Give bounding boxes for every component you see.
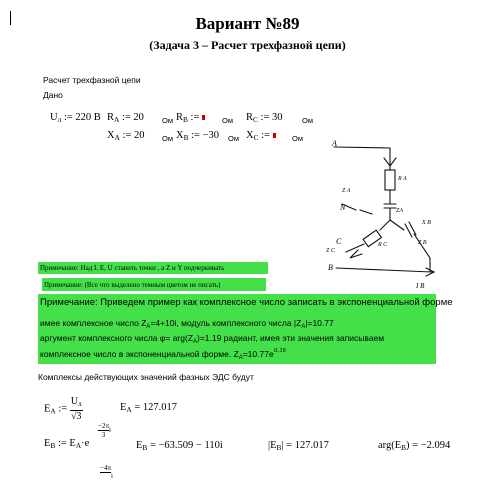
page-title: Вариант №89 xyxy=(195,14,300,33)
eb-assign: := E xyxy=(57,438,76,449)
given-rc[interactable] xyxy=(246,112,283,124)
note1-text: Примечание: Над I, E, U ставить точки , а Z и Y подчеркивать xyxy=(40,264,225,272)
note3-l2-c: =4+10i, модуль комплексного числа |Z xyxy=(150,318,302,328)
ea-res-value: = 127.017 xyxy=(134,402,178,413)
eb-assign-sub: A xyxy=(75,441,82,450)
section-heading: Расчет трехфазной цепи xyxy=(43,75,141,85)
xb-value: := −30 xyxy=(191,130,220,141)
rb-value: := xyxy=(190,112,200,123)
ea-formula[interactable] xyxy=(44,396,83,422)
emf-heading: Комплексы действующих значений фазных ЭДС будут xyxy=(38,372,254,382)
label-xa: ZA xyxy=(396,208,404,214)
given-xa[interactable] xyxy=(107,130,145,142)
label-za: Z A xyxy=(342,188,351,194)
phase-a-wire xyxy=(334,147,390,170)
circuit-diagram xyxy=(322,140,452,292)
u-value: := 220 В xyxy=(63,112,101,123)
given-xb[interactable] xyxy=(176,130,219,142)
neutral-wire xyxy=(342,204,372,214)
eb-exp-base: ·e xyxy=(81,438,90,449)
xa-unit: Ом xyxy=(162,134,173,143)
ec-exponent-partial xyxy=(100,464,113,480)
label-zb: Z B xyxy=(418,240,427,246)
ea-num-sub: л xyxy=(78,400,82,408)
note3-line4 xyxy=(40,348,286,361)
note3-l4-c: =10.77e xyxy=(242,349,274,359)
eb-abs-sub: B xyxy=(276,443,282,452)
ea-den: √3 xyxy=(70,411,82,422)
eb-res-value: = −63.509 − 110i xyxy=(149,440,223,451)
ra-symbol: R xyxy=(107,112,115,123)
note2-text: Примечание: (Все что выделено темным цветом не писать) xyxy=(44,281,221,289)
ra-unit: Ом xyxy=(162,116,173,125)
u-symbol: U xyxy=(50,112,58,123)
given-u[interactable] xyxy=(50,112,101,124)
rc-unit: Ом xyxy=(302,116,313,125)
ea-res-sub: A xyxy=(126,405,132,414)
eb-exp-num: −2π xyxy=(98,422,109,430)
xc-value: := xyxy=(261,130,270,141)
xa-symbol: X xyxy=(107,130,115,141)
resistor-ra xyxy=(385,170,395,190)
ea-symbol: E xyxy=(44,403,51,415)
phase-b-upper xyxy=(390,220,404,230)
note3-l2-e: |=10.77 xyxy=(305,318,334,328)
xa-value: := 20 xyxy=(122,130,145,141)
note3-line1: Примечание: Приведем пример как комплексное число записать в экспоненциальной форме xyxy=(40,297,453,308)
ra-subscript: A xyxy=(114,115,120,124)
xb-unit: Ом xyxy=(228,134,239,143)
phase-c-upper xyxy=(380,220,390,230)
eb-symbol: E xyxy=(44,438,51,449)
xb-subscript: B xyxy=(183,133,189,142)
note3-line3 xyxy=(40,333,384,345)
eb-abs-symbol: |E xyxy=(268,440,277,451)
eb-subscript: B xyxy=(50,441,56,450)
note3-l4-a: комплексное число в экспоненциальной форме. Z xyxy=(40,349,239,359)
eb-arg-symbol: arg(E xyxy=(378,440,402,451)
note3-l4-b: A xyxy=(238,355,243,361)
label-c: C xyxy=(336,237,342,246)
u-subscript: л xyxy=(57,115,62,124)
rb-subscript: B xyxy=(183,115,188,124)
eb-arg-sub: B xyxy=(401,443,407,452)
label-rc: R C xyxy=(378,242,388,248)
rc-value: := 30 xyxy=(260,112,283,123)
eb-arg xyxy=(378,440,450,452)
ea-num: U xyxy=(70,396,79,407)
ea-res-symbol: E xyxy=(120,402,127,413)
given-ra[interactable] xyxy=(107,112,144,124)
ec-exp-num: −4π xyxy=(100,464,111,472)
eb-res-sub: B xyxy=(142,443,148,452)
ea-fraction xyxy=(70,396,83,422)
eb-exponent xyxy=(98,422,111,439)
eb-abs-value: | = 127.017 xyxy=(281,440,329,451)
note3-l2-d: A xyxy=(301,324,306,330)
xc-placeholder-marker xyxy=(273,133,276,138)
rb-symbol: R xyxy=(176,112,184,123)
note3-l3-c: )=1.19 радиант, имея эти значения записываем xyxy=(196,333,385,343)
eb-abs xyxy=(268,440,329,452)
label-zc: Z C xyxy=(326,248,335,254)
eb-exp-den: 3 xyxy=(101,431,106,439)
note3-l3-b: A xyxy=(193,339,197,345)
note3-l3-a: аргумент комплексного числа φ= arg(Z xyxy=(40,333,194,343)
xc-subscript: C xyxy=(253,133,259,142)
label-a: A xyxy=(332,140,337,148)
ea-assign: := xyxy=(58,403,68,415)
eb-formula[interactable] xyxy=(44,438,89,450)
xc-symbol: X xyxy=(246,130,254,141)
note3-l2-b: A xyxy=(146,324,151,330)
rc-subscript: C xyxy=(253,115,258,124)
note3-l4-d: i1.19 xyxy=(273,348,286,354)
xc-unit: Ом xyxy=(292,134,303,143)
page-subtitle: (Задача 3 – Расчет трехфазной цепи) xyxy=(149,38,346,52)
note3-line2 xyxy=(40,318,334,330)
label-xb: X B xyxy=(422,220,431,226)
label-ra: R A xyxy=(398,176,407,182)
given-xc[interactable] xyxy=(246,130,276,142)
eb-res-symbol: E xyxy=(136,440,143,451)
label-n: N xyxy=(340,203,346,212)
given-rb[interactable] xyxy=(176,112,205,124)
xb-symbol: X xyxy=(176,130,184,141)
eb-exp-i: i xyxy=(108,426,111,435)
ea-result xyxy=(120,402,177,414)
eb-arg-value: ) = −2.094 xyxy=(406,440,451,451)
eb-result xyxy=(136,440,223,452)
line-b-wire xyxy=(336,268,432,272)
label-b: B xyxy=(328,263,333,272)
xa-subscript: A xyxy=(114,133,120,142)
label-ib: I B xyxy=(416,282,425,290)
phase-c-lower xyxy=(346,244,364,252)
note3-l2-a: имее комплексное число Z xyxy=(40,318,147,328)
rb-placeholder-marker xyxy=(202,115,205,120)
current-c-arrow xyxy=(350,250,362,258)
rc-symbol: R xyxy=(246,112,254,123)
ea-subscript: A xyxy=(50,406,56,416)
ra-value: := 20 xyxy=(121,112,144,123)
rb-unit: Ом xyxy=(222,116,233,125)
ec-exp-i: i xyxy=(110,472,113,480)
capacitor-xa xyxy=(384,204,396,208)
given-label: Дано xyxy=(43,90,63,100)
